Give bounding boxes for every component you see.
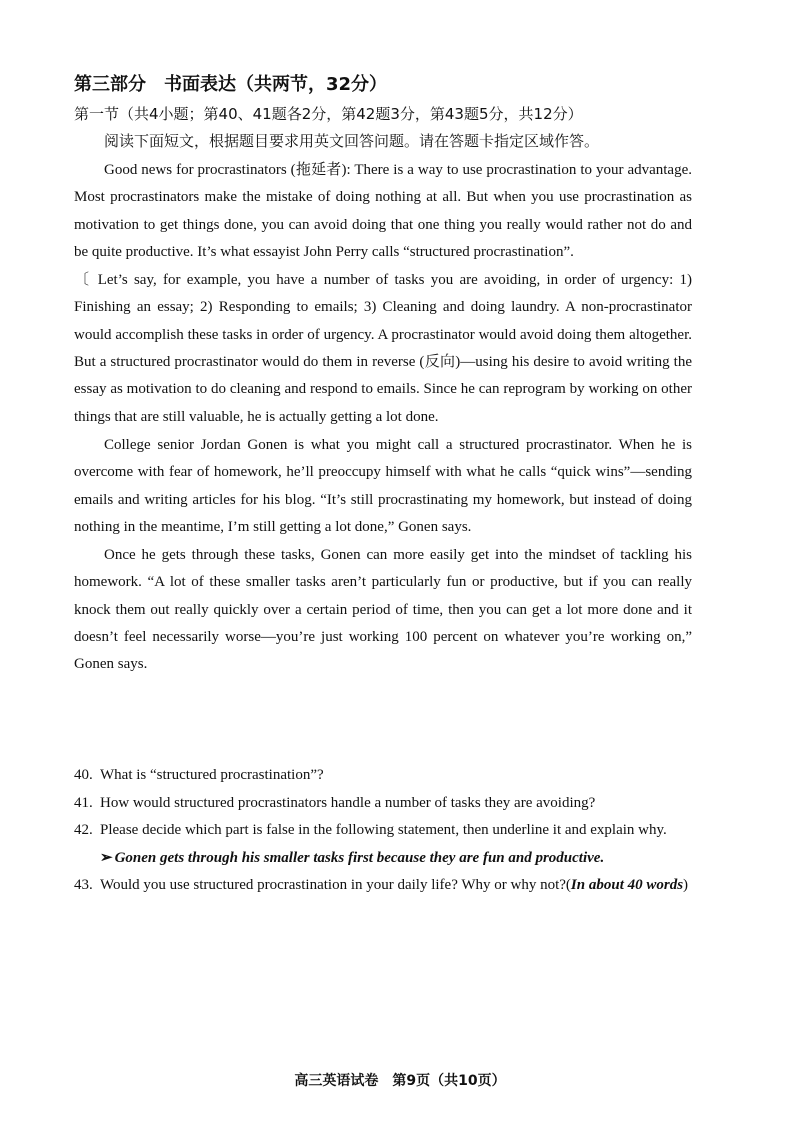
page-footer: 高三英语试卷 第9页（共10页） xyxy=(294,1073,506,1089)
passage-paragraph-3: College senior Jordan Gonen is what you might call a structured procrastinator. When he is overcome with fear of homework, he’ll preoccupy himself with what he calls “quick wins”—sending emails and writing articles for his blog. “It’s still procrastinating my homework, but instead of doing nothing in the meantime, I’m still getting a lot done,” Gonen says. xyxy=(74,436,692,535)
word-limit-note: In about 40 words xyxy=(570,877,684,893)
instructions: 阅读下面短文，根据题目要求用英文回答问题。请在答题卡指定区域作答。 xyxy=(104,132,600,150)
question-text xyxy=(100,872,692,900)
question-number: 41. xyxy=(74,794,93,811)
question-text: How would structured procrastinators handle a number of tasks they are avoiding? xyxy=(100,794,596,811)
question-42-statement xyxy=(74,845,692,873)
word-limit-open: ( xyxy=(565,877,571,893)
reading-passage xyxy=(74,157,692,680)
passage-paragraph-2: 〔 Let’s say, for example, you have a number of tasks you are avoiding, in order of urgency: 1) Finishing an essay; 2) Responding to emails; 3) Cleaning and doing laundry. A non-procrastinator would accomplish these tasks in order of urgency. A procrastinator would avoid doing them altogether. But a structured procrastinator would do them in reverse (反向)—using his desire to avoid writing the essay as motivation to do cleaning and respond to emails. Since he can reprogram by working on other things that are still valuable, he is actually getting a lot done. xyxy=(74,272,692,425)
question-41 xyxy=(74,790,692,818)
question-number: 40. xyxy=(74,767,93,783)
word-limit-close: ) xyxy=(683,877,689,893)
statement-text: Gonen gets through his smaller tasks first because they are fun and productive. xyxy=(114,849,605,866)
question-number: 43. xyxy=(74,877,93,893)
question-42 xyxy=(74,817,692,845)
question-text: What is “structured procrastination”? xyxy=(100,767,324,783)
question-43 xyxy=(74,872,692,900)
question-number: 42. xyxy=(74,822,93,838)
question-40 xyxy=(74,762,692,790)
passage-paragraph-4: Once he gets through these tasks, Gonen can more easily get into the mindset of tackling his homework. “A lot of these smaller tasks aren’t particularly fun or productive, but if you can really knock them out really quickly over a certain period of time, then you can get a lot more done and it doesn’t feel necessarily worse—you’re just working 100 percent on whatever you’re working on,” Gonen says. xyxy=(74,547,692,673)
question-43-prompt: Would you use structured procrastination in your daily life? Why or why not? xyxy=(100,877,566,893)
question-list xyxy=(74,762,692,900)
section-title: 第一节（共4小题；第40、41题各2分，第42题3分，第43题5分，共12分） xyxy=(74,105,583,123)
question-text: Please decide which part is false in the following statement, then underline it and explain why. xyxy=(100,822,667,838)
arrow-bullet-icon: ➢ xyxy=(100,849,113,866)
passage-paragraph-1: Good news for procrastinators (拖延者): There is a way to use procrastination to your advantage. Most procrastinators make the mistake of doing nothing at all. But when you use procrastination as motivation to get things done, you can avoid doing that one thing you really would rather not do and be quite productive. It’s what essayist John Perry calls “structured procrastination”. xyxy=(74,162,692,260)
part-title: 第三部分 书面表达（共两节，32分） xyxy=(74,74,388,95)
